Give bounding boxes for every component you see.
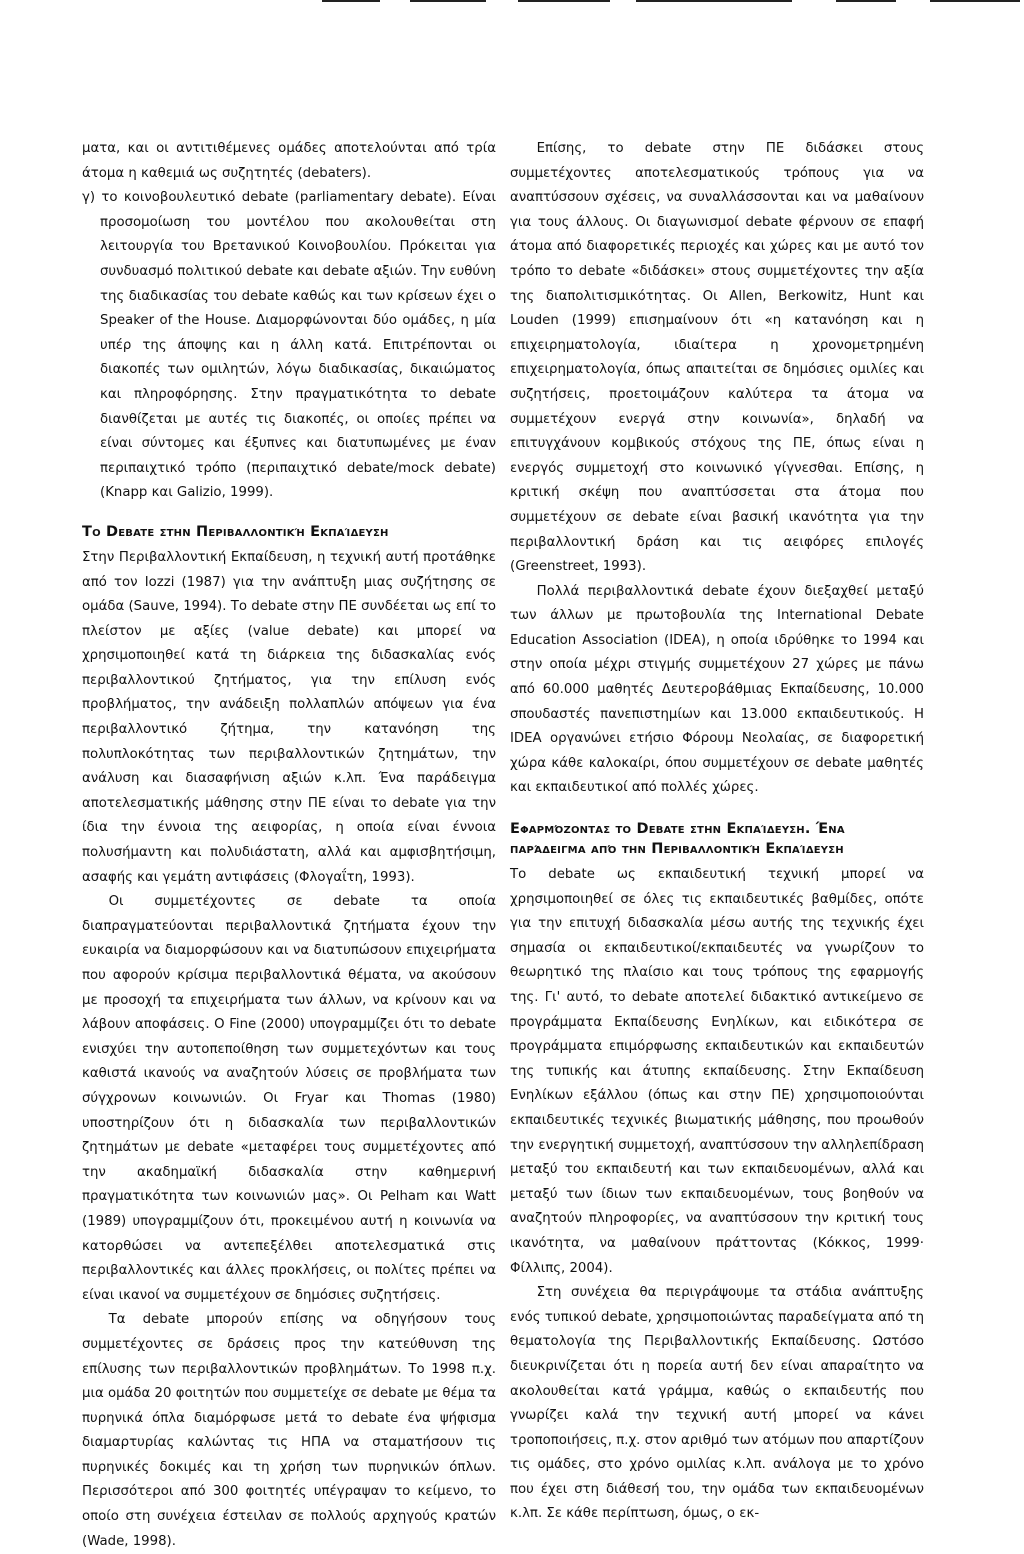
left-paragraph-3: Στην Περιβαλλοντική Εκπαίδευση, η τεχνική αυτή προτάθηκε από τον Iozzi (1987) για την ανάπτυξη μιας συζήτησης σε ομάδα (Sauve, 1994). Το debate στην ΠΕ συνδέεται ως επί το πλείστον με αξίες (value debate) και μπορεί να χρησιμοποιηθεί κατά τη διάρκεια της διδασκαλίας ενός περιβαλλοντικού ζητήματος, για την επίλυση ενός προβλήματος, την ανάδειξη πολλαπλών απόψεων για ένα περιβαλλοντικό ζήτημα, την κατανόηση της πολυπλοκότητας των περιβαλλοντικών ζητημάτων, την ανάλυση και διασαφήνιση αξιών κ.λπ. Ένα παράδειγμα αποτελεσματικής μάθησης στην ΠΕ είναι το debate για την ίδια την έννοια της αειφορίας, η οποία είναι έννοια πολυσήμαντη και πολυδιάστατη, αλλά και αμφισβητήσιμη, ασαφής και γεμάτη αντιφάσεις (Φλογαΐτη, 1993). <box>82 549 496 885</box>
left-paragraph-2: γ) το κοινοβουλευτικό debate (parliamentary debate). Είναι προσομοίωση του μοντέλου που ακολουθείται στη λειτουργία του Βρετανικού Κοινοβουλίου. Πρόκειται για συνδυασμό πολιτικού debate και debate αξιών. Την ευθύνη της διαδικασίας του debate καθώς και των κρίσεων έχει ο Speaker of the House. Διαμορφώνονται δύο ομάδες, η μία υπέρ της άποψης και η άλλη κατά. Επιτρέπονται οι διακοπές των ομιλητών, λόγω διαδικασίας, δικαιώματος και πληροφόρησης. Στην πραγματικότητα το debate διανθίζεται με αυτές τις διακοπές, οι οποίες πρέπει να είναι σύντομες και έξυπνες και διατυπωμένες με έναν περιπαιχτικό τρόπο (περιπαιχτικό debate/mock debate) (Knapp και Galizio, 1999). <box>82 190 496 501</box>
left-paragraph-4: Οι συμμετέχοντες σε debate τα οποία διαπραγματεύονται περιβαλλοντικά ζητήματα έχουν την ευκαιρία να διαμορφώσουν και να διατυπώσουν επιχειρήματα που αφορούν κρίσιμα περιβαλλοντικά θέματα, να ακούσουν με προσοχή τα επιχειρήματα των άλλων, να κρίνουν και να λάβουν αποφάσεις. Ο Fine (2000) υπογραμμίζει ότι το debate ενισχύει την αυτοπεποίθηση των συμμετεχόντων και τους καθιστά ικανούς να αναζητούν λύσεις σε προβλήματα των σύγχρονων κοινωνιών. Οι Fryar και Thomas (1980) υποστηρίζουν ότι η διδασκαλία των περιβαλλοντικών ζητημάτων με debate «μεταφέρει τους συμμετέχοντες από την ακαδημαϊκή διδασκαλία στην καθημερινή πραγματικότητα των κοινωνιών μας». Οι Pelham και Watt (1989) υπογραμμίζουν ότι, προκειμένου αυτή η κοινωνία να κατορθώσει να αντεπεξέλθει αποτελεσματικά στις περιβαλλοντικές και άλλες προκλήσεις, οι πολίτες πρέπει να είναι ικανοί να συμμετέχουν σε δημόσιες συζητήσεις. <box>82 894 496 1303</box>
right-paragraph-1: Επίσης, το debate στην ΠΕ διδάσκει στους συμμετέχοντες αποτελεσματικούς τρόπους για να αναπτύσσουν σχέσεις, να συναλλάσσονται και να μαθαίνουν για τους άλλους. Οι διαγωνισμοί debate φέρνουν σε επαφή άτομα από διαφορετικές περιοχές και χώρες και με αυτό τον τρόπο το debate «διδάσκει» στους συμμετέχοντες την αξία της διαπολιτισμικότητας. Οι Allen, Berkowitz, Hunt και Louden (1999) επισημαίνουν ότι «η κατανόηση και η επιχειρηματολογία, ιδιαίτερα η χρονομετρημένη επιχειρηματολογία, όπως απαιτείται σε δημόσιες ομιλίες και συζητήσεις, προετοιμάζουν καλύτερα τα άτομα να συμμετέχουν ενεργά στην κοινωνία», δηλαδή να επιτυγχάνουν κομβικούς στόχους της ΠΕ, όπως είναι η ενεργός συμμετοχή στο κοινωνικό γίγνεσθαι. Επίσης, η κριτική σκέψη που αναπτύσσεται στα άτομα που συμμετέχουν σε debate είναι βασική ικανότητα για την περιβαλλοντική δράση και τις αειφόρες επιλογές (Greenstreet, 1993). <box>510 141 924 575</box>
section-heading-applying-debate: Εφαρμόζοντας το Debate στην Εκπαίδευση. Ένα παράδειγμα από την Περιβαλλοντική Εκπαίδευση <box>510 821 845 858</box>
top-rule-4 <box>636 0 792 2</box>
left-paragraph-5: Τα debate μπορούν επίσης να οδηγήσουν τους συμμετέχοντες σε δράσεις προς την κατεύθυνση της επίλυσης των περιβαλλοντικών προβλημάτων. Το 1998 π.χ. μια ομάδα 20 φοιτητών που συμμετείχε σε debate με θέμα τα πυρηνικά όπλα διαμόρφωσε μετά το debate ένα ψήφισμα διαμαρτυρίας καλώντας τις ΗΠΑ να σταματήσουν τις πυρηνικές δοκιμές και τη χρήση των πυρηνικών όπλων. Περισσότεροι από 300 φοιτητές υπέγραψαν το κείμενο, το οποίο στη συνέχεια έστειλαν σε πολλούς αρχηγούς κρατών (Wade, 1998). <box>82 1312 496 1549</box>
right-paragraph-4: Στη συνέχεια θα περιγράψουμε τα στάδια ανάπτυξης ενός τυπικού debate, χρησιμοποιώντας παραδείγματα από τη θεματολογία της Περιβαλλοντικής Εκπαίδευσης. Ωστόσο διευκρινίζεται ότι η πορεία αυτή δεν είναι απαραίτητο να ακολουθείται κατά γράμμα, καθώς ο εκπαιδευτής που γνωρίζει καλά την τεχνική αυτή μπορεί να κάνει τροποποιήσεις, π.χ. στον αριθμό των ατόμων που απαρτίζουν τις ομάδες, στο χρόνο ομιλίας κ.λπ. ανάλογα με το χρόνο που έχει στη διάθεσή του, την ομάδα των εκπαιδευομένων κ.λπ. Σε κάθε περίπτωση, όμως, ο εκ- <box>510 1285 924 1522</box>
top-rule-2 <box>410 0 486 2</box>
top-rule-5 <box>836 0 896 2</box>
top-rule-6 <box>930 0 1020 2</box>
left-paragraph-1: ματα, και οι αντιτιθέμενες ομάδες αποτελούνται από τρία άτομα η καθεμιά ως συζητητές (debaters). <box>82 141 496 181</box>
top-rule-1 <box>322 0 380 2</box>
right-paragraph-3: Το debate ως εκπαιδευτική τεχνική μπορεί να χρησιμοποιηθεί σε όλες τις εκπαιδευτικές βαθμίδες, οπότε για την επιτυχή διδασκαλία μέσω αυτής της τεχνικής έχει σημασία οι εκπαιδευτικοί/εκπαιδευτές να γνωρίζουν το θεωρητικό της πλαίσιο και τους τρόπους της εφαρμογής της. Γι' αυτό, το debate αποτελεί διδακτικό αντικείμενο σε προγράμματα Εκπαίδευσης Ενηλίκων, και ειδικότερα σε προγράμματα επιμόρφωσης εκπαιδευτικών και εκπαιδευτών της τυπικής και άτυπης εκπαίδευσης. Στην Εκπαίδευση Ενηλίκων εξάλλου (όπως και στην ΠΕ) χρησιμοποιούνται εκπαιδευτικές τεχνικές βιωματικής μάθησης, που προωθούν την ενεργητική συμμετοχή, αναπτύσσουν την αλληλεπίδραση μεταξύ του εκπαιδευτή και των εκπαιδευομένων, αλλά και μεταξύ των ίδιων των εκπαιδευομένων, τους βοηθούν να αναζητούν πληροφορίες, να αναπτύσσουν την κριτική τους ικανότητα, να μαθαίνουν πράττοντας (Κόκκος, 1999· Φίλλιπς, 2004). <box>510 867 924 1276</box>
right-paragraph-2: Πολλά περιβαλλοντικά debate έχουν διεξαχθεί μεταξύ των άλλων με πρωτοβουλία της International Debate Education Association (IDEA), η οποία ιδρύθηκε το 1994 και στην οποία μέχρι στιγμής συμμετέχουν 27 χώρες με πάνω από 60.000 μαθητές Δευτεροβάθμιας Εκπαίδευσης, 10.000 σπουδαστές πανεπιστημίων και 13.000 εκπαιδευτικούς. Η IDEA οργανώνει ετήσιο Φόρουμ Νεολαίας, σε διαφορετική χώρα κάθε καλοκαίρι, όπου συμμετέχουν σε debate μαθητές και εκπαιδευτικοί από πολλές χώρες. <box>510 583 924 796</box>
left-column <box>82 137 496 1554</box>
section-heading-debate-pe: Το Debate στην Περιβαλλοντική Εκπαίδευση <box>82 523 389 540</box>
top-rule-3 <box>518 0 610 2</box>
right-column <box>510 137 924 1527</box>
